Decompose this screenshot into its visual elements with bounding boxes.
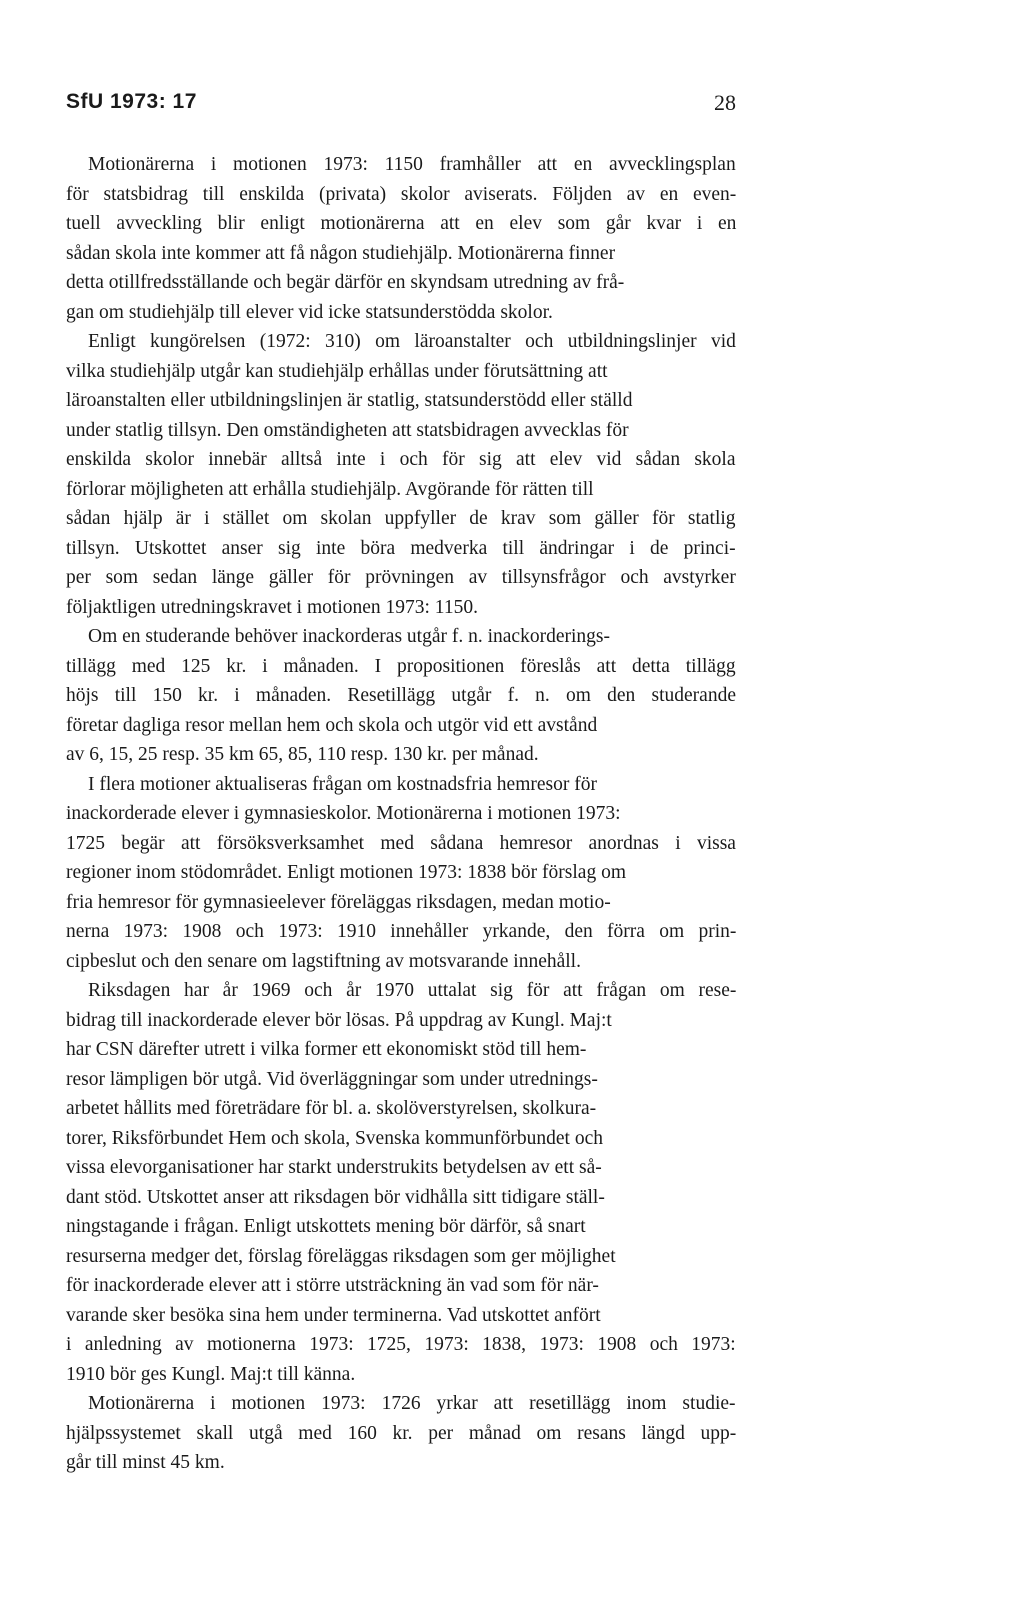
text-line: tillsyn. Utskottet anser sig inte böra medverka till ändringar i de princi-: [66, 537, 736, 559]
text-line: hjälpssystemet skall utgå med 160 kr. per månad om resans längd upp-: [66, 1422, 737, 1444]
text-line: har CSN därefter utrett i vilka former ett ekonomiskt stöd till hem-: [66, 1039, 587, 1060]
text-line: Om en studerande behöver inackorderas utgår f. n. inackorderings-: [88, 626, 610, 647]
text-line: fria hemresor för gymnasieelever föreläggas riksdagen, medan motio-: [66, 891, 611, 913]
text-line: tuell avveckling blir enligt motionärerna att en elev som går kvar i en: [66, 213, 737, 234]
text-line: höjs till 150 kr. i månaden. Resetillägg utgår f. n. om den studerande: [66, 685, 736, 706]
text-line: regioner inom stödområdet. Enligt motionen 1973: 1838 bör förslag om: [66, 862, 626, 883]
body-text: [66, 150, 736, 1478]
text-line: förlorar möjligheten att erhålla studiehjälp. Avgörande för rätten till: [66, 478, 594, 500]
text-line: under statlig tillsyn. Den omständigheten att statsbidragen avvecklas för: [66, 419, 629, 441]
text-line: enskilda skolor innebär alltså inte i och för sig att elev vid sådan skola: [66, 449, 736, 470]
text-line: arbetet hållits med företrädare för bl. a. skolöverstyrelsen, skolkura-: [66, 1098, 597, 1119]
text-line: Motionärerna i motionen 1973: 1726 yrkar att resetillägg inom studie-: [88, 1393, 736, 1414]
text-line: cipbeslut och den senare om lagstiftning av motsvarande innehåll.: [66, 950, 581, 972]
text-line: ningstagande i frågan. Enligt utskottets mening bör därför, så snart: [66, 1216, 586, 1237]
text-line: bidrag till inackorderade elever bör lösas. På uppdrag av Kungl. Maj:t: [66, 1009, 612, 1031]
document-series-id: SfU 1973: 17: [66, 90, 197, 113]
text-line: 1910 bör ges Kungl. Maj:t till känna.: [66, 1363, 356, 1385]
text-line: 1725 begär att försöksverksamhet med sådana hemresor anordnas i vissa: [66, 832, 736, 854]
text-line: vissa elevorganisationer har starkt understrukits betydelsen av ett så-: [66, 1157, 602, 1178]
text-line: Enligt kungörelsen (1972: 310) om läroanstalter och utbildningslinjer vid: [88, 331, 736, 352]
text-line: per som sedan länge gäller för prövningen av tillsynsfrågor och avstyrker: [66, 567, 736, 588]
text-line: följaktligen utredningskravet i motionen 1973: 1150.: [66, 596, 478, 618]
text-line: detta otillfredsställande och begär därför en skyndsam utredning av frå-: [66, 272, 625, 293]
text-line: företar dagliga resor mellan hem och skola och utgör vid ett avstånd: [66, 714, 598, 736]
text-line: resor lämpligen bör utgå. Vid överläggningar som under utrednings-: [66, 1068, 598, 1090]
text-line: I flera motioner aktualiseras frågan om kostnadsfria hemresor för: [88, 773, 597, 795]
text-line: sådan hjälp är i stället om skolan uppfyller de krav som gäller för statlig: [66, 508, 736, 529]
text-line: av 6, 15, 25 resp. 35 km 65, 85, 110 resp. 130 kr. per månad.: [66, 744, 539, 765]
text-line: tillägg med 125 kr. i månaden. I propositionen föreslås att detta tillägg: [66, 655, 736, 677]
text-line: går till minst 45 km.: [66, 1452, 225, 1473]
text-line: dant stöd. Utskottet anser att riksdagen bör vidhålla sitt tidigare ställ-: [66, 1186, 605, 1208]
text-line: nerna 1973: 1908 och 1973: 1910 innehåller yrkande, den förra om prin-: [66, 921, 737, 942]
text-line: varande sker besöka sina hem under terminerna. Vad utskottet anfört: [66, 1304, 601, 1326]
text-line: för inackorderade elever att i större utsträckning än vad som för när-: [66, 1275, 599, 1296]
text-line: gan om studiehjälp till elever vid icke statsunderstödda skolor.: [66, 301, 553, 323]
text-line: i anledning av motionerna 1973: 1725, 1973: 1838, 1973: 1908 och 1973:: [66, 1334, 736, 1355]
text-line: för statsbidrag till enskilda (privata) skolor aviserats. Följden av en even-: [66, 183, 737, 205]
text-line: inackorderade elever i gymnasieskolor. Motionärerna i motionen 1973:: [66, 803, 621, 824]
text-line: läroanstalten eller utbildningslinjen är statlig, statsunderstödd eller ställd: [66, 390, 633, 411]
text-line: Riksdagen har år 1969 och år 1970 uttalat sig för att frågan om rese-: [88, 980, 737, 1001]
page-header: [66, 90, 736, 130]
page-number: 28: [714, 90, 736, 115]
text-line: Motionärerna i motionen 1973: 1150 framhåller att en avvecklingsplan: [88, 154, 736, 175]
text-line: torer, Riksförbundet Hem och skola, Svenska kommunförbundet och: [66, 1127, 603, 1149]
text-line: sådan skola inte kommer att få någon studiehjälp. Motionärerna finner: [66, 242, 616, 264]
text-line: resurserna medger det, förslag föreläggas riksdagen som ger möjlighet: [66, 1245, 616, 1267]
text-line: vilka studiehjälp utgår kan studiehjälp erhållas under förutsättning att: [66, 360, 608, 382]
